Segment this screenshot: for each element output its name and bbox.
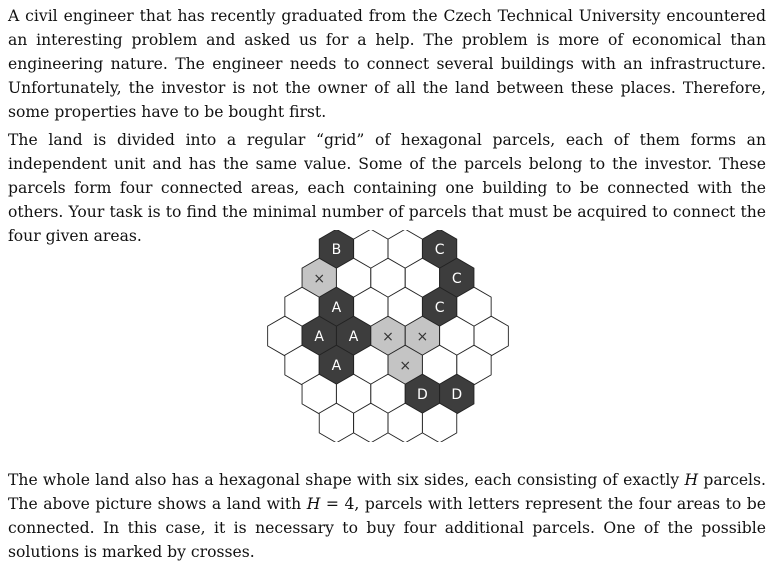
area-label: C [434, 300, 445, 316]
cross-mark: × [416, 329, 429, 345]
grid-description-paragraph: The land is divided into a regular “grid” of hexagonal parcels, each of them forms an independent unit and has the same value. Some of the parcels belong to the investor. These parcels form four connected areas, each containing one building to be connected with the others. Your task is to find the minimal number of parcels that must be acquired to connect the four given areas. [8, 131, 766, 245]
cross-mark: × [313, 271, 326, 287]
area-label: D [451, 387, 463, 403]
area-label: A [331, 300, 342, 316]
hexagonal-land-figure [258, 230, 518, 442]
area-label: A [348, 329, 359, 345]
area-label: A [331, 358, 342, 374]
p3-text-2: parcels. The above picture shows a land with [8, 471, 766, 513]
cross-mark: × [399, 358, 412, 374]
area-label: C [434, 242, 445, 258]
area-label: D [417, 387, 428, 403]
cross-mark: × [382, 329, 394, 345]
variable-h-2: H [306, 495, 321, 513]
area-label: B [331, 242, 342, 258]
variable-h: H [684, 471, 699, 489]
area-label: A [314, 329, 324, 345]
area-label: C [451, 271, 462, 287]
intro-paragraph: A civil engineer that has recently graduated from the Czech Technical University encountered an interesting problem and asked us for a help. The problem is more of economical than engineering nature. The engineer needs to connect several buildings with an infrastructure. Unfortunately, the investor is not the owner of all the land between these places. Therefore, some properties have to be bought first. [8, 7, 766, 121]
example-explanation-paragraph [8, 468, 766, 564]
p3-text-3: = 4, parcels with letters represent the four areas to be connected. In this case, it is necessary to buy four additional parcels. One of the possible solutions is marked by crosses. [8, 495, 766, 561]
p3-text-1: The whole land also has a hexagonal shape with six sides, each consisting of exactly [8, 471, 685, 489]
